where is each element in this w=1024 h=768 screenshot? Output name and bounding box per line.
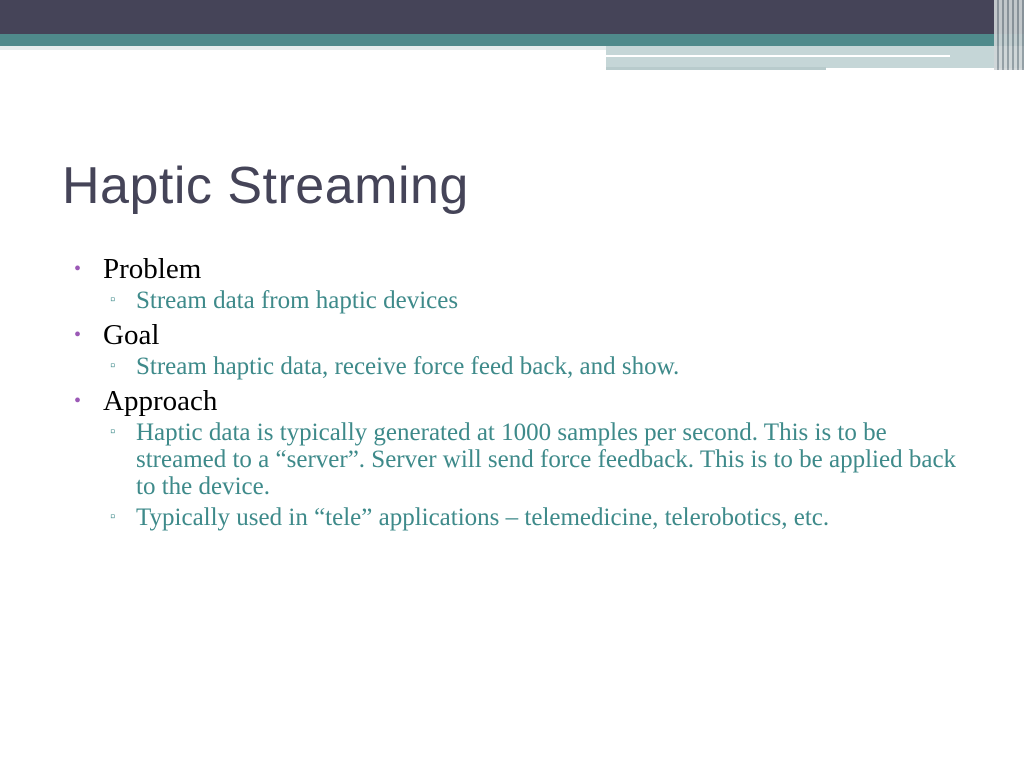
slide-title: Haptic Streaming: [62, 157, 469, 215]
sub-bullet: [74, 287, 974, 314]
slide-content: [74, 252, 974, 535]
bullet-goal: [74, 318, 974, 352]
bullet-dot-icon: •: [74, 324, 82, 346]
square-bullet-icon: ▫: [110, 358, 116, 374]
sub-bullet-text: Haptic data is typically generated at 1000 samples per second. This is to be streamed to a “server”. Server will send force feedback. This is to be applied back to the device.: [136, 419, 957, 500]
square-bullet-icon: ▫: [110, 292, 116, 308]
sub-bullet-text: Stream haptic data, receive force feed back, and show.: [136, 353, 680, 380]
sub-bullet: [74, 504, 974, 531]
sub-bullet-text: Stream data from haptic devices: [136, 287, 459, 314]
sub-bullet-text: Typically used in “tele” applications – telemedicine, telerobotics, etc.: [136, 504, 830, 531]
header-accent-line: [606, 67, 826, 70]
sub-bullet: [74, 353, 974, 380]
sub-bullet: [74, 419, 974, 500]
bullet-approach: [74, 384, 974, 418]
header-teal-band: [0, 34, 1024, 46]
bullet-label: Approach: [103, 385, 218, 417]
header-thin-line: [606, 55, 950, 57]
header-right-block: [606, 46, 1024, 68]
square-bullet-icon: ▫: [110, 509, 116, 525]
bullet-label: Problem: [103, 253, 202, 285]
bullet-dot-icon: •: [74, 258, 82, 280]
bullet-label: Goal: [103, 319, 160, 351]
square-bullet-icon: ▫: [110, 424, 116, 440]
bullet-problem: [74, 252, 974, 286]
bullet-dot-icon: •: [74, 390, 82, 412]
header-bar: [0, 0, 1024, 34]
header-edge-stripes: [994, 0, 1024, 70]
